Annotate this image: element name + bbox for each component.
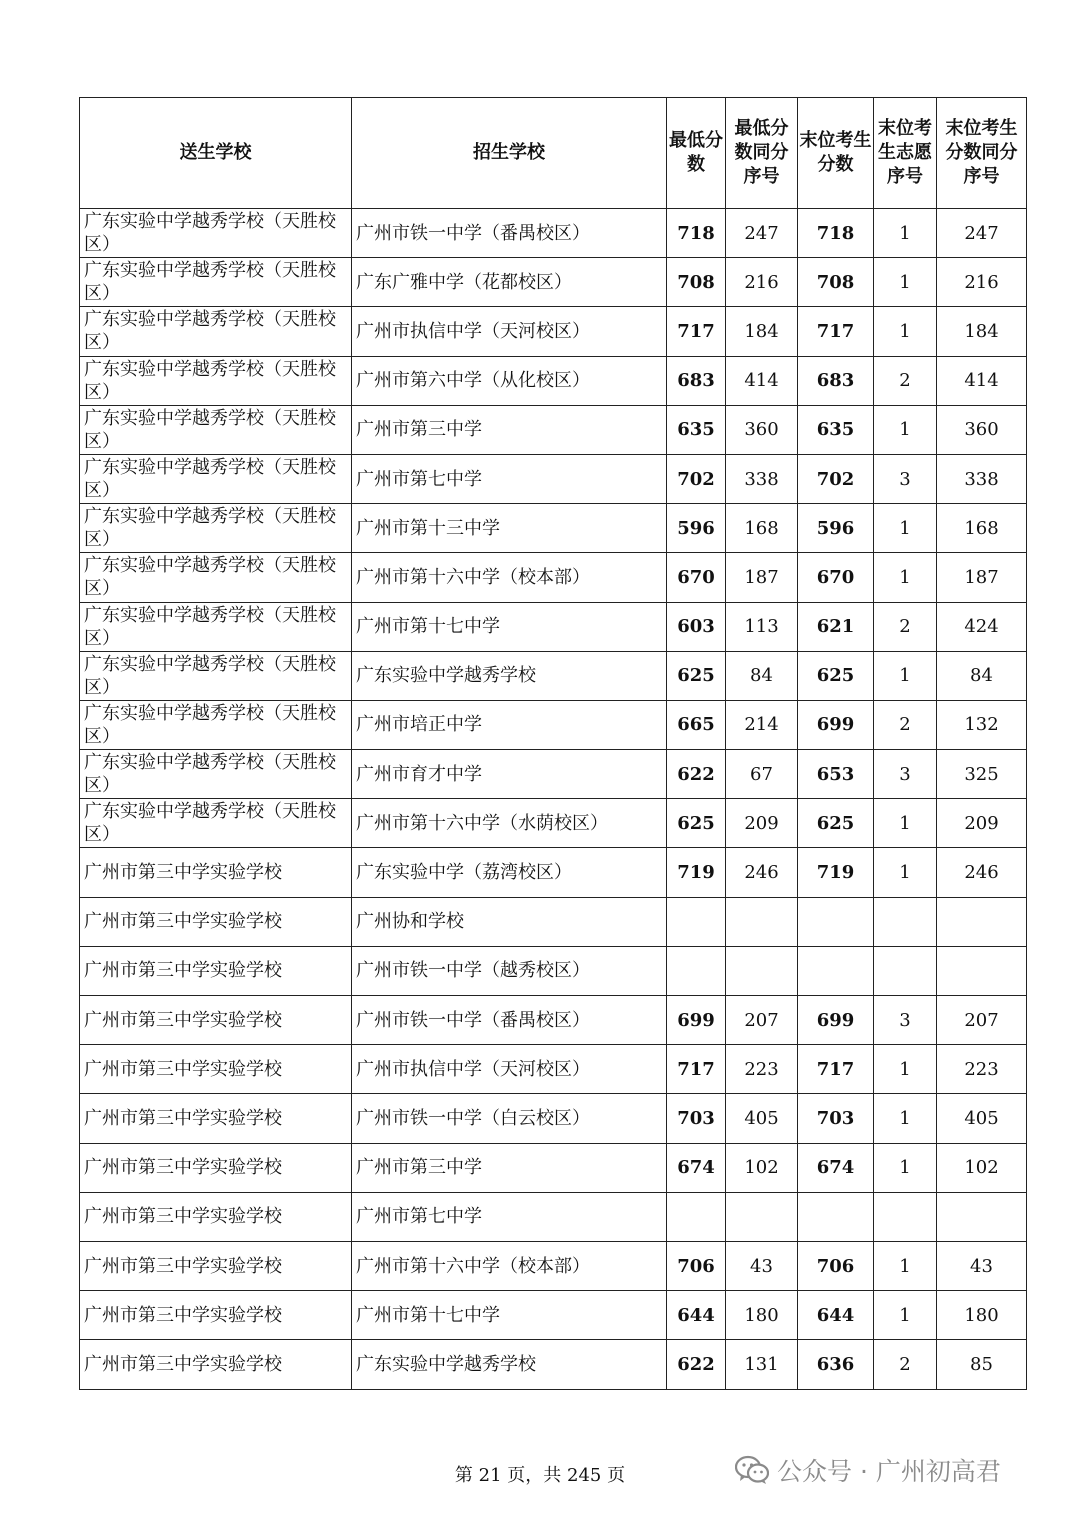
admitting-school-cell: 广州市第十七中学 — [352, 602, 667, 651]
min-score-tie-rank-cell: 216 — [726, 258, 798, 307]
table-row — [80, 307, 1027, 356]
last-choice-rank-cell — [874, 946, 937, 995]
table-row — [80, 1094, 1027, 1143]
last-score-cell — [798, 1192, 874, 1241]
min-score-cell: 622 — [667, 1340, 726, 1389]
last-score-cell — [798, 897, 874, 946]
last-score-tie-rank-cell — [937, 1192, 1027, 1241]
min-score-cell: 708 — [667, 258, 726, 307]
min-score-cell: 625 — [667, 651, 726, 700]
admitting-school-cell: 广东实验中学（荔湾校区） — [352, 848, 667, 897]
last-score-tie-rank-cell: 84 — [937, 651, 1027, 700]
admitting-school-cell: 广州市第十六中学（水荫校区） — [352, 799, 667, 848]
sending-school-cell: 广州市第三中学实验学校 — [80, 1143, 352, 1192]
last-score-cell: 702 — [798, 454, 874, 503]
sending-school-cell: 广州市第三中学实验学校 — [80, 1291, 352, 1340]
admitting-school-cell: 广州市育才中学 — [352, 750, 667, 799]
table-row — [80, 454, 1027, 503]
admitting-school-cell: 广东实验中学越秀学校 — [352, 1340, 667, 1389]
sending-school-cell: 广州市第三中学实验学校 — [80, 1340, 352, 1389]
min-score-tie-rank-cell: 214 — [726, 700, 798, 749]
sending-school-cell: 广州市第三中学实验学校 — [80, 1192, 352, 1241]
last-choice-rank-cell: 2 — [874, 602, 937, 651]
sending-school-cell: 广东实验中学越秀学校（天胜校区） — [80, 700, 352, 749]
last-score-tie-rank-cell: 414 — [937, 356, 1027, 405]
min-score-cell: 717 — [667, 307, 726, 356]
last-choice-rank-cell: 1 — [874, 1241, 937, 1290]
last-score-tie-rank-cell: 360 — [937, 405, 1027, 454]
min-score-cell: 644 — [667, 1291, 726, 1340]
header-admitting-school: 招生学校 — [352, 98, 667, 209]
header-last-choice-rank: 末位考生志愿序号 — [874, 98, 937, 209]
admitting-school-cell: 广州市铁一中学（番禺校区） — [352, 996, 667, 1045]
admitting-school-cell: 广州市第十六中学（校本部） — [352, 553, 667, 602]
min-score-tie-rank-cell: 131 — [726, 1340, 798, 1389]
last-score-cell: 706 — [798, 1241, 874, 1290]
table-row — [80, 1291, 1027, 1340]
sending-school-cell: 广州市第三中学实验学校 — [80, 897, 352, 946]
min-score-cell: 674 — [667, 1143, 726, 1192]
sending-school-cell: 广东实验中学越秀学校（天胜校区） — [80, 553, 352, 602]
last-choice-rank-cell: 1 — [874, 405, 937, 454]
table-row — [80, 504, 1027, 553]
admitting-school-cell: 广州市铁一中学（越秀校区） — [352, 946, 667, 995]
last-score-tie-rank-cell: 85 — [937, 1340, 1027, 1389]
min-score-tie-rank-cell: 184 — [726, 307, 798, 356]
sending-school-cell: 广东实验中学越秀学校（天胜校区） — [80, 799, 352, 848]
last-score-cell: 683 — [798, 356, 874, 405]
last-choice-rank-cell: 1 — [874, 1291, 937, 1340]
min-score-tie-rank-cell — [726, 1192, 798, 1241]
table-row — [80, 897, 1027, 946]
min-score-tie-rank-cell: 67 — [726, 750, 798, 799]
min-score-tie-rank-cell: 102 — [726, 1143, 798, 1192]
last-score-cell: 653 — [798, 750, 874, 799]
last-score-tie-rank-cell: 223 — [937, 1045, 1027, 1094]
last-choice-rank-cell: 2 — [874, 700, 937, 749]
last-score-tie-rank-cell: 338 — [937, 454, 1027, 503]
admitting-school-cell: 广州市第十六中学（校本部） — [352, 1241, 667, 1290]
last-score-tie-rank-cell: 209 — [937, 799, 1027, 848]
admitting-school-cell: 广州市第十七中学 — [352, 1291, 667, 1340]
min-score-tie-rank-cell: 180 — [726, 1291, 798, 1340]
header-sending-school: 送生学校 — [80, 98, 352, 209]
header-min-score-tie-rank: 最低分数同分序号 — [726, 98, 798, 209]
last-score-cell: 596 — [798, 504, 874, 553]
last-score-tie-rank-cell: 102 — [937, 1143, 1027, 1192]
last-score-cell: 674 — [798, 1143, 874, 1192]
last-score-tie-rank-cell: 216 — [937, 258, 1027, 307]
sending-school-cell: 广州市第三中学实验学校 — [80, 1045, 352, 1094]
header-min-score: 最低分数 — [667, 98, 726, 209]
admitting-school-cell: 广州市第七中学 — [352, 454, 667, 503]
last-choice-rank-cell: 2 — [874, 356, 937, 405]
last-choice-rank-cell: 1 — [874, 307, 937, 356]
last-choice-rank-cell: 1 — [874, 209, 937, 258]
last-score-tie-rank-cell: 424 — [937, 602, 1027, 651]
table-row — [80, 946, 1027, 995]
last-choice-rank-cell: 1 — [874, 799, 937, 848]
last-choice-rank-cell: 3 — [874, 996, 937, 1045]
min-score-tie-rank-cell: 360 — [726, 405, 798, 454]
sending-school-cell: 广东实验中学越秀学校（天胜校区） — [80, 307, 352, 356]
min-score-cell — [667, 946, 726, 995]
last-score-tie-rank-cell: 168 — [937, 504, 1027, 553]
last-score-tie-rank-cell: 184 — [937, 307, 1027, 356]
min-score-cell: 699 — [667, 996, 726, 1045]
min-score-cell — [667, 897, 726, 946]
last-score-cell: 699 — [798, 700, 874, 749]
min-score-tie-rank-cell: 84 — [726, 651, 798, 700]
table-row — [80, 996, 1027, 1045]
admitting-school-cell: 广州市培正中学 — [352, 700, 667, 749]
sending-school-cell: 广东实验中学越秀学校（天胜校区） — [80, 209, 352, 258]
min-score-tie-rank-cell: 113 — [726, 602, 798, 651]
last-choice-rank-cell: 1 — [874, 504, 937, 553]
min-score-cell: 625 — [667, 799, 726, 848]
min-score-cell: 719 — [667, 848, 726, 897]
table-row — [80, 1192, 1027, 1241]
min-score-cell: 603 — [667, 602, 726, 651]
admitting-school-cell: 广州协和学校 — [352, 897, 667, 946]
admitting-school-cell: 广州市铁一中学（白云校区） — [352, 1094, 667, 1143]
table-row — [80, 700, 1027, 749]
min-score-tie-rank-cell: 247 — [726, 209, 798, 258]
last-score-cell: 717 — [798, 1045, 874, 1094]
last-score-cell: 621 — [798, 602, 874, 651]
last-score-cell: 719 — [798, 848, 874, 897]
min-score-cell: 706 — [667, 1241, 726, 1290]
last-score-cell: 625 — [798, 651, 874, 700]
table-row — [80, 356, 1027, 405]
min-score-tie-rank-cell: 338 — [726, 454, 798, 503]
last-choice-rank-cell — [874, 897, 937, 946]
admitting-school-cell: 广州市第六中学（从化校区） — [352, 356, 667, 405]
sending-school-cell: 广州市第三中学实验学校 — [80, 1094, 352, 1143]
min-score-tie-rank-cell: 223 — [726, 1045, 798, 1094]
table-row — [80, 209, 1027, 258]
table-row — [80, 258, 1027, 307]
table-row — [80, 651, 1027, 700]
last-score-cell: 644 — [798, 1291, 874, 1340]
sending-school-cell: 广东实验中学越秀学校（天胜校区） — [80, 454, 352, 503]
admitting-school-cell: 广州市第三中学 — [352, 1143, 667, 1192]
last-choice-rank-cell: 1 — [874, 553, 937, 602]
min-score-tie-rank-cell — [726, 897, 798, 946]
last-score-cell: 636 — [798, 1340, 874, 1389]
admitting-school-cell: 广州市第十三中学 — [352, 504, 667, 553]
last-score-cell: 699 — [798, 996, 874, 1045]
last-score-tie-rank-cell: 180 — [937, 1291, 1027, 1340]
min-score-tie-rank-cell: 207 — [726, 996, 798, 1045]
last-choice-rank-cell — [874, 1192, 937, 1241]
last-score-cell: 708 — [798, 258, 874, 307]
last-choice-rank-cell: 3 — [874, 454, 937, 503]
min-score-tie-rank-cell: 414 — [726, 356, 798, 405]
min-score-cell: 670 — [667, 553, 726, 602]
admitting-school-cell: 广州市铁一中学（番禺校区） — [352, 209, 667, 258]
table-row — [80, 1241, 1027, 1290]
min-score-cell: 703 — [667, 1094, 726, 1143]
min-score-cell — [667, 1192, 726, 1241]
table-row — [80, 405, 1027, 454]
table-row — [80, 1045, 1027, 1094]
table-row — [80, 1340, 1027, 1389]
sending-school-cell: 广东实验中学越秀学校（天胜校区） — [80, 258, 352, 307]
last-score-tie-rank-cell: 43 — [937, 1241, 1027, 1290]
sending-school-cell: 广州市第三中学实验学校 — [80, 996, 352, 1045]
last-score-cell: 703 — [798, 1094, 874, 1143]
wechat-icon — [735, 1455, 769, 1485]
last-score-tie-rank-cell: 325 — [937, 750, 1027, 799]
sending-school-cell: 广东实验中学越秀学校（天胜校区） — [80, 504, 352, 553]
last-score-tie-rank-cell: 187 — [937, 553, 1027, 602]
min-score-cell: 683 — [667, 356, 726, 405]
min-score-tie-rank-cell: 187 — [726, 553, 798, 602]
last-choice-rank-cell: 1 — [874, 1045, 937, 1094]
min-score-tie-rank-cell: 246 — [726, 848, 798, 897]
sending-school-cell: 广东实验中学越秀学校（天胜校区） — [80, 602, 352, 651]
watermark-text: 公众号 · 广州初高君 — [777, 1457, 1001, 1486]
last-score-tie-rank-cell: 246 — [937, 848, 1027, 897]
header-last-score: 末位考生分数 — [798, 98, 874, 209]
last-score-tie-rank-cell — [937, 946, 1027, 995]
table-row — [80, 1143, 1027, 1192]
last-score-cell: 718 — [798, 209, 874, 258]
last-score-tie-rank-cell — [937, 897, 1027, 946]
last-choice-rank-cell: 1 — [874, 1094, 937, 1143]
admitting-school-cell: 广州市执信中学（天河校区） — [352, 1045, 667, 1094]
table-row — [80, 553, 1027, 602]
table-header-row — [80, 98, 1027, 209]
admitting-school-cell: 广州市第三中学 — [352, 405, 667, 454]
wechat-watermark — [735, 1452, 1001, 1488]
last-score-cell: 625 — [798, 799, 874, 848]
sending-school-cell: 广州市第三中学实验学校 — [80, 946, 352, 995]
admitting-school-cell: 广州市执信中学（天河校区） — [352, 307, 667, 356]
sending-school-cell: 广东实验中学越秀学校（天胜校区） — [80, 356, 352, 405]
last-choice-rank-cell: 1 — [874, 848, 937, 897]
last-score-tie-rank-cell: 247 — [937, 209, 1027, 258]
sending-school-cell: 广东实验中学越秀学校（天胜校区） — [80, 750, 352, 799]
last-choice-rank-cell: 1 — [874, 1143, 937, 1192]
table-row — [80, 602, 1027, 651]
min-score-cell: 718 — [667, 209, 726, 258]
min-score-tie-rank-cell: 168 — [726, 504, 798, 553]
page-footer: 第 21 页，共 245 页 — [454, 1465, 626, 1486]
last-choice-rank-cell: 2 — [874, 1340, 937, 1389]
admission-score-table — [79, 97, 1027, 1390]
last-score-tie-rank-cell: 132 — [937, 700, 1027, 749]
sending-school-cell: 广州市第三中学实验学校 — [80, 848, 352, 897]
min-score-cell: 635 — [667, 405, 726, 454]
table-row — [80, 799, 1027, 848]
admitting-school-cell: 广州市第七中学 — [352, 1192, 667, 1241]
min-score-cell: 622 — [667, 750, 726, 799]
last-score-tie-rank-cell: 405 — [937, 1094, 1027, 1143]
table-row — [80, 848, 1027, 897]
min-score-cell: 665 — [667, 700, 726, 749]
last-choice-rank-cell: 1 — [874, 651, 937, 700]
min-score-tie-rank-cell: 43 — [726, 1241, 798, 1290]
min-score-tie-rank-cell: 209 — [726, 799, 798, 848]
sending-school-cell: 广州市第三中学实验学校 — [80, 1241, 352, 1290]
last-score-cell: 635 — [798, 405, 874, 454]
table-row — [80, 750, 1027, 799]
last-score-cell: 670 — [798, 553, 874, 602]
last-score-cell — [798, 946, 874, 995]
admitting-school-cell: 广东实验中学越秀学校 — [352, 651, 667, 700]
sending-school-cell: 广东实验中学越秀学校（天胜校区） — [80, 651, 352, 700]
last-choice-rank-cell: 1 — [874, 258, 937, 307]
sending-school-cell: 广东实验中学越秀学校（天胜校区） — [80, 405, 352, 454]
last-score-cell: 717 — [798, 307, 874, 356]
last-score-tie-rank-cell: 207 — [937, 996, 1027, 1045]
last-choice-rank-cell: 3 — [874, 750, 937, 799]
min-score-tie-rank-cell — [726, 946, 798, 995]
min-score-tie-rank-cell: 405 — [726, 1094, 798, 1143]
min-score-cell: 596 — [667, 504, 726, 553]
min-score-cell: 717 — [667, 1045, 726, 1094]
min-score-cell: 702 — [667, 454, 726, 503]
admitting-school-cell: 广东广雅中学（花都校区） — [352, 258, 667, 307]
header-last-score-tie-rank: 末位考生分数同分序号 — [937, 98, 1027, 209]
